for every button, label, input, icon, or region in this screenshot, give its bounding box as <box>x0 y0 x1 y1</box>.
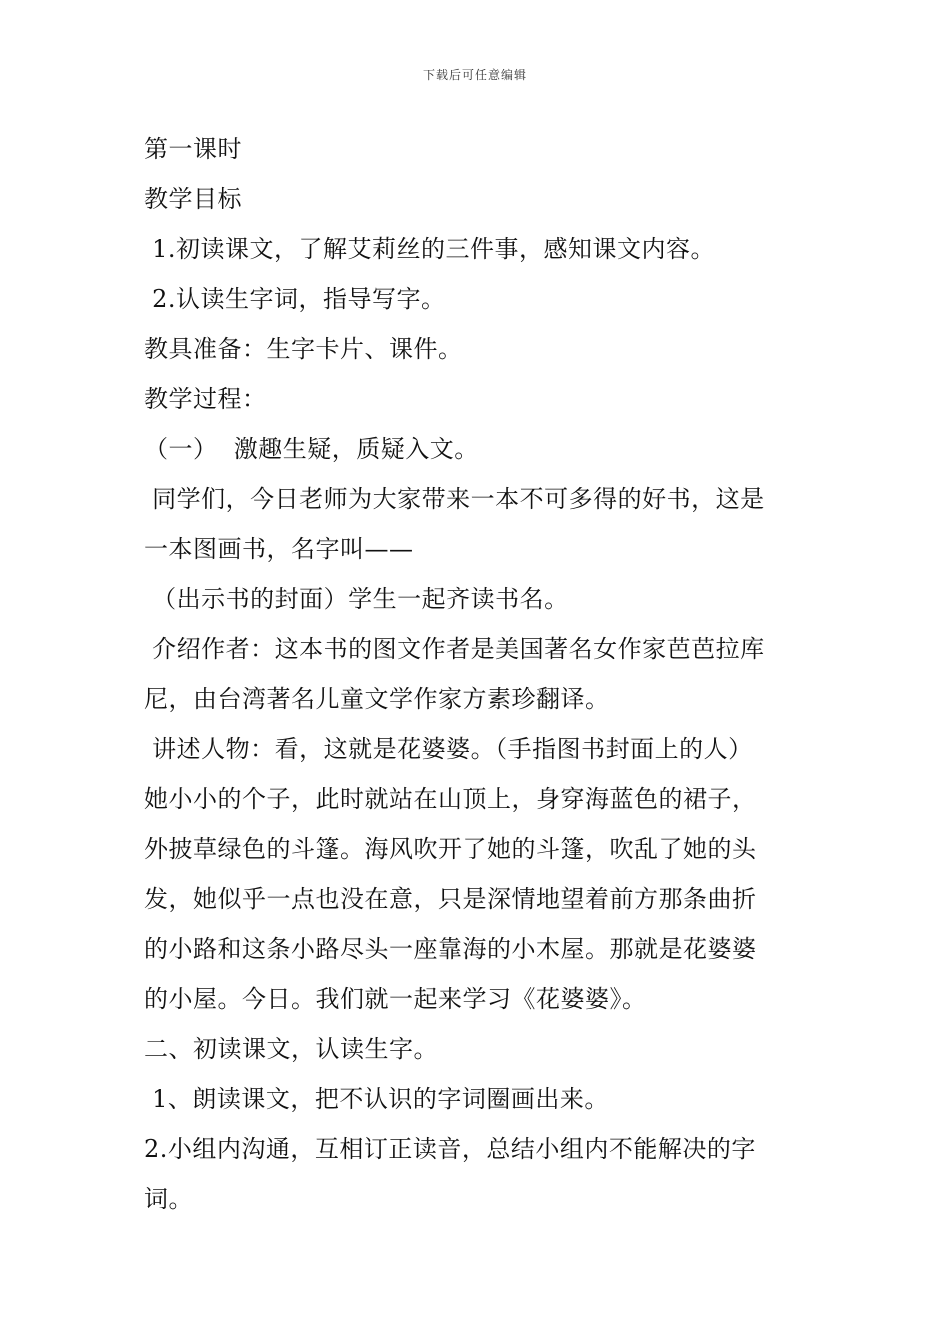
paragraph-line: 的小屋。今日。我们就一起来学习《花婆婆》。 <box>144 985 647 1013</box>
goal-item-2: 2.认读生字词，指导写字。 <box>144 285 446 313</box>
paragraph-line: 发，她似乎一点也没在意，只是深情地望着前方那条曲折 <box>144 885 757 913</box>
teaching-aids: 教具准备：生字卡片、课件。 <box>144 335 463 363</box>
section-2-heading: 二、初读课文，认读生字。 <box>144 1035 438 1063</box>
paragraph-line: 一本图画书，名字叫—— <box>144 535 414 563</box>
paragraph-line: 的小路和这条小路尽头一座靠海的小木屋。那就是花婆婆 <box>144 935 757 963</box>
paragraph-line: 介绍作者：这本书的图文作者是美国著名女作家芭芭拉库 <box>144 635 765 663</box>
page-header-note: 下载后可任意编辑 <box>422 68 527 82</box>
step-item-1: 1、朗读课文，把不认识的字词圈画出来。 <box>144 1085 609 1113</box>
teaching-process-heading: 教学过程： <box>144 385 267 413</box>
paragraph-line: 她小小的个子，此时就站在山顶上，身穿海蓝色的裙子， <box>144 785 757 813</box>
teaching-goals-heading: 教学目标 <box>144 185 242 213</box>
step-item-2: 2.小组内沟通，互相订正读音，总结小组内不能解决的字 <box>144 1135 756 1163</box>
paragraph-line: 外披草绿色的斗篷。海风吹开了她的斗篷，吹乱了她的头 <box>144 835 757 863</box>
lesson-period-heading: 第一课时 <box>144 135 242 163</box>
paragraph-line: 同学们，今日老师为大家带来一本不可多得的好书，这是 <box>144 485 765 513</box>
document-body <box>144 124 814 1224</box>
paragraph-line: 词。 <box>144 1185 193 1213</box>
goal-item-1: 1.初读课文，了解艾莉丝的三件事，感知课文内容。 <box>144 235 716 263</box>
paragraph-line: 讲述人物：看，这就是花婆婆。（手指图书封面上的人） <box>144 735 753 763</box>
paragraph-line: （出示书的封面）学生一起齐读书名。 <box>144 585 569 613</box>
section-1-heading: （一） 激趣生疑，质疑入文。 <box>144 435 479 463</box>
paragraph-line: 尼，由台湾著名儿童文学作家方素珍翻译。 <box>144 685 610 713</box>
